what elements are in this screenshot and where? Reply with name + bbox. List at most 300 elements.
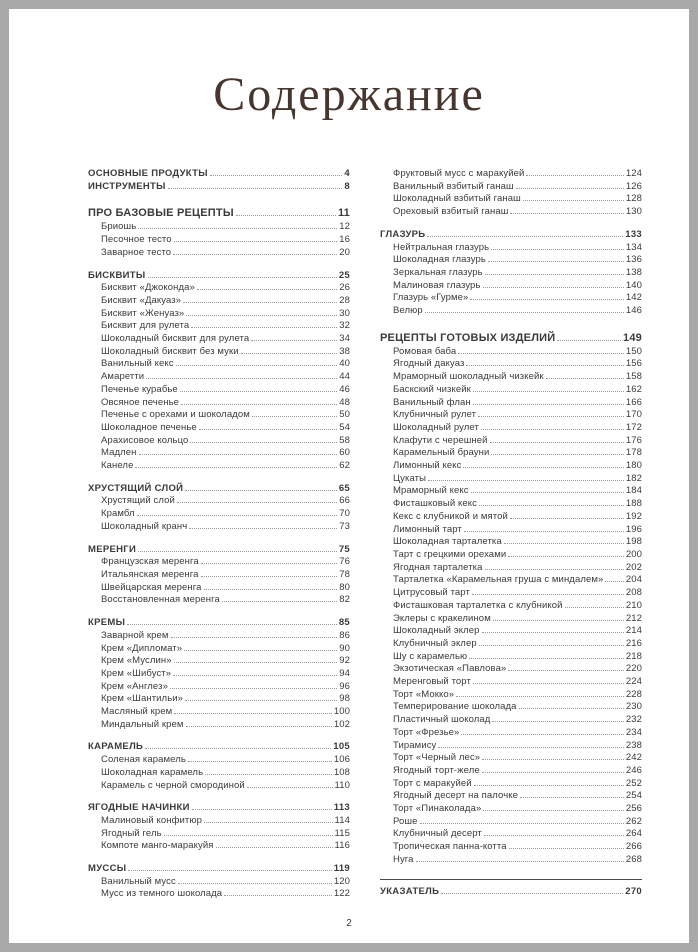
dotted-leader — [180, 390, 337, 392]
toc-entry — [380, 828, 642, 841]
toc-entry-page: 16 — [339, 234, 350, 246]
toc-section — [88, 270, 350, 473]
toc-entry-page: 92 — [339, 655, 350, 667]
toc-entry-page: 224 — [625, 676, 642, 688]
toc-entry-page: 196 — [625, 523, 642, 535]
dotted-leader — [192, 808, 332, 810]
toc-entry-label: Торт с маракуйей — [393, 777, 472, 789]
toc-entry-label: Хрустящий слой — [101, 495, 175, 507]
toc-entry-label: КРЕМЫ — [88, 617, 126, 629]
dotted-leader — [176, 364, 338, 366]
toc-entry-label: Шоколадный рулет — [393, 421, 479, 433]
toc-entry-page: 70 — [339, 508, 350, 520]
toc-entry — [380, 854, 642, 867]
toc-entry-label: Фисташковая тарталетка с клубникой — [393, 599, 563, 611]
toc-entry — [88, 422, 350, 435]
toc-entry-page: 105 — [333, 741, 350, 753]
toc-entry — [88, 767, 350, 780]
toc-entry-label: Мадлен — [101, 447, 137, 459]
toc-entry — [88, 308, 350, 321]
toc-entry — [88, 397, 350, 410]
toc-entry-label: УКАЗАТЕЛЬ — [380, 885, 440, 897]
toc-entry — [380, 803, 642, 816]
toc-entry-page: 202 — [625, 561, 642, 573]
toc-entry-label: Французская меренга — [101, 556, 199, 568]
toc-entry-page: 246 — [625, 764, 642, 776]
dotted-leader — [186, 314, 337, 316]
toc-entry-page: 116 — [334, 840, 350, 852]
toc-entry-label: Лимонный тарт — [393, 523, 462, 535]
toc-entry-label: Торт «Пинаколада» — [393, 803, 482, 815]
toc-entry-page: 85 — [338, 617, 350, 629]
toc-entry-label: Швейцарская меренга — [101, 581, 202, 593]
dotted-leader — [139, 453, 338, 455]
toc-entry-label: Роше — [393, 815, 418, 827]
dotted-leader — [416, 860, 624, 862]
toc-entry — [380, 651, 642, 664]
toc-entry — [380, 447, 642, 460]
toc-entry-label: Компоте манго-маракуйя — [101, 840, 214, 852]
toc-entry — [380, 168, 642, 181]
dotted-leader — [164, 834, 333, 836]
toc-entry-page: 65 — [338, 482, 350, 494]
toc-entry-label: Ягодная тарталетка — [393, 561, 483, 573]
toc-entry-label: Шоколадный бисквит для рулета — [101, 333, 250, 345]
toc-entry-page: 126 — [625, 180, 642, 192]
toc-entry-label: Торт «Черный лес» — [393, 752, 481, 764]
toc-entry-page: 115 — [334, 827, 350, 839]
toc-entry — [380, 625, 642, 638]
dotted-leader — [168, 187, 343, 189]
dotted-leader — [605, 580, 623, 582]
dotted-leader — [482, 758, 624, 760]
toc-entry-page: 98 — [339, 693, 350, 705]
toc-entry-page: 180 — [625, 460, 642, 472]
toc-entry — [380, 701, 642, 714]
toc-entry-label: Овсяное печенье — [101, 396, 180, 408]
toc-entry-label: Баскский чизкейк — [393, 383, 471, 395]
toc-entry-label: Шоколадный бисквит без муки — [101, 345, 239, 357]
toc-entry-label: Ягодный гель — [101, 827, 162, 839]
toc-entry-page: 76 — [339, 556, 350, 568]
toc-entry — [380, 740, 642, 753]
dotted-leader — [438, 746, 623, 748]
toc-entry-label: Кекс с клубникой и мятой — [393, 510, 508, 522]
toc-entry-label: Ванильный взбитый ганаш — [393, 180, 514, 192]
toc-entry-page: 119 — [333, 863, 350, 875]
toc-entry — [88, 655, 350, 668]
toc-entry-label: Ванильный флан — [393, 396, 471, 408]
toc-entry-label: Бриошь — [101, 221, 137, 233]
toc-entry-page: 100 — [333, 706, 350, 718]
dotted-leader — [174, 712, 332, 714]
toc-entry-label: Печенье курабье — [101, 383, 178, 395]
dotted-leader — [526, 174, 623, 176]
dotted-leader — [199, 428, 337, 430]
toc-entry-page: 58 — [339, 434, 350, 446]
toc-entry-page: 82 — [339, 594, 350, 606]
toc-heading — [88, 181, 350, 194]
toc-entry-page: 252 — [625, 777, 642, 789]
toc-entry-page: 232 — [625, 714, 642, 726]
toc-entry-label: Ягодный десерт на палочке — [393, 790, 518, 802]
dotted-leader — [483, 286, 624, 288]
toc-entry-page: 96 — [339, 680, 350, 692]
dotted-leader — [484, 834, 624, 836]
toc-section — [88, 741, 350, 792]
toc-entry-page: 25 — [338, 269, 350, 281]
toc-entry — [380, 587, 642, 600]
toc-entry-label: Шоколадный взбитый ганаш — [393, 193, 521, 205]
toc-entry-page: 156 — [625, 358, 642, 370]
toc-entry-label: Амаретти — [101, 371, 145, 383]
toc-entry — [380, 841, 642, 854]
toc-entry-label: Ореховый взбитый ганаш — [393, 206, 509, 218]
toc-entry-label: Малиновый конфитюр — [101, 814, 202, 826]
toc-entry-page: 210 — [625, 599, 642, 611]
toc-entry-page: 256 — [625, 803, 642, 815]
dotted-leader — [135, 466, 337, 468]
toc-section — [88, 544, 350, 608]
toc-entry-page: 270 — [625, 885, 642, 897]
toc-section — [88, 483, 350, 534]
toc-entry-page: 228 — [625, 688, 642, 700]
toc-entry — [88, 508, 350, 521]
toc-entry — [380, 714, 642, 727]
toc-section — [380, 879, 642, 899]
toc-entry-label: Заварное тесто — [101, 246, 172, 258]
toc-entry-page: 220 — [625, 663, 642, 675]
toc-entry — [380, 181, 642, 194]
dotted-leader — [478, 415, 624, 417]
toc-entry-page: 28 — [339, 294, 350, 306]
toc-entry-label: Клубничный десерт — [393, 828, 482, 840]
toc-entry — [88, 719, 350, 732]
toc-entry — [88, 582, 350, 595]
toc-entry-label: Клубничный эклер — [393, 637, 477, 649]
toc-entry-page: 34 — [339, 333, 350, 345]
toc-section — [88, 206, 350, 259]
toc-entry — [380, 638, 642, 651]
toc-entry-page: 86 — [339, 629, 350, 641]
toc-entry-label: Шоколадная глазурь — [393, 254, 486, 266]
toc-entry — [380, 524, 642, 537]
toc-heading — [380, 886, 642, 899]
toc-entry-label: Мраморный шоколадный чизкейк — [393, 371, 544, 383]
page-number: 2 — [346, 918, 352, 929]
toc-entry-label: Эклеры с кракелином — [393, 612, 491, 624]
dotted-leader — [464, 530, 624, 532]
toc-entry — [88, 320, 350, 333]
toc-entry-page: 150 — [625, 345, 642, 357]
toc-entry-label: ХРУСТЯЩИЙ СЛОЙ — [88, 482, 184, 494]
toc-entry-page: 30 — [339, 307, 350, 319]
toc-entry-label: Шоколадный кранч — [101, 520, 188, 532]
dotted-leader — [523, 199, 624, 201]
toc-entry-page: 114 — [334, 814, 350, 826]
toc-entry-page: 170 — [625, 409, 642, 421]
toc-entry-label: Шоколадный эклер — [393, 625, 480, 637]
toc-entry-page: 138 — [625, 266, 642, 278]
toc-section — [88, 617, 350, 731]
dotted-leader — [479, 644, 624, 646]
toc-entry — [380, 371, 642, 384]
toc-entry-page: 176 — [625, 434, 642, 446]
dotted-leader — [181, 403, 337, 405]
dotted-leader — [185, 489, 337, 491]
toc-entry-page: 46 — [339, 383, 350, 395]
dotted-leader — [428, 479, 624, 481]
toc-entry — [380, 689, 642, 702]
toc-entry — [380, 613, 642, 626]
toc-entry — [88, 460, 350, 473]
toc-entry-label: Зеркальная глазурь — [393, 266, 483, 278]
dotted-leader — [482, 771, 624, 773]
toc-entry — [380, 384, 642, 397]
dotted-leader — [519, 707, 624, 709]
dotted-leader — [461, 733, 623, 735]
toc-entry-label: Бисквит «Джоконда» — [101, 282, 195, 294]
toc-entry-page: 120 — [333, 875, 350, 887]
toc-entry-label: Пластичный шоколад — [393, 714, 491, 726]
toc-entry — [380, 600, 642, 613]
dotted-leader — [504, 542, 624, 544]
toc-heading — [88, 270, 350, 283]
toc-entry-page: 66 — [339, 495, 350, 507]
toc-entry-label: Торт «Фрезье» — [393, 726, 460, 738]
toc-column-right — [380, 168, 642, 901]
toc-heading — [380, 229, 642, 242]
toc-entry-page: 38 — [339, 345, 350, 357]
toc-entry-label: Ягодный дакуаз — [393, 358, 465, 370]
toc-entry-label: Велюр — [393, 305, 423, 317]
dotted-leader — [485, 273, 624, 275]
toc-heading — [88, 206, 350, 221]
toc-entry-label: Крем «Шибуст» — [101, 667, 172, 679]
toc-entry-label: Песочное тесто — [101, 234, 172, 246]
toc-entry-page: 108 — [333, 766, 350, 778]
toc-entry — [380, 574, 642, 587]
dotted-leader — [472, 593, 624, 595]
toc-entry-page: 48 — [339, 396, 350, 408]
dotted-leader — [491, 248, 624, 250]
toc-entry — [88, 435, 350, 448]
toc-entry-label: Бисквит для рулета — [101, 320, 190, 332]
toc-entry-page: 242 — [625, 752, 642, 764]
toc-entry — [380, 752, 642, 765]
dotted-leader — [189, 527, 337, 529]
toc-entry — [380, 460, 642, 473]
toc-entry-label: Масляный крем — [101, 706, 173, 718]
toc-entry-label: Карамель с черной смородиной — [101, 779, 245, 791]
toc-entry-page: 110 — [334, 779, 350, 791]
toc-entry-label: Печенье с орехами и шоколадом — [101, 409, 250, 421]
toc-entry-label: Меренговый торт — [393, 676, 471, 688]
toc-entry-label: МЕРЕНГИ — [88, 543, 137, 555]
toc-entry — [88, 333, 350, 346]
dotted-leader — [138, 550, 337, 552]
dotted-leader — [174, 240, 338, 242]
toc-entry — [88, 384, 350, 397]
toc-entry-label: Шоколадная карамель — [101, 766, 204, 778]
toc-entry-page: 146 — [625, 305, 642, 317]
dotted-leader — [171, 636, 338, 638]
dotted-leader — [463, 466, 623, 468]
toc-entry — [88, 840, 350, 853]
toc-entry-page: 214 — [625, 625, 642, 637]
toc-entry-page: 90 — [339, 642, 350, 654]
toc-entry — [88, 693, 350, 706]
toc-entry — [88, 358, 350, 371]
toc-entry — [380, 358, 642, 371]
toc-entry-label: Фисташковый кекс — [393, 498, 477, 510]
toc-entry-label: Мраморный кекс — [393, 485, 469, 497]
dotted-leader — [146, 377, 337, 379]
toc-entry-page: 133 — [625, 228, 642, 240]
dotted-leader — [546, 377, 624, 379]
dotted-leader — [488, 260, 624, 262]
toc-entry-label: Крем «Англез» — [101, 680, 168, 692]
dotted-leader — [183, 301, 337, 303]
toc-entry — [380, 397, 642, 410]
toc-entry-label: Клубничный рулет — [393, 409, 477, 421]
toc-entry-page: 140 — [625, 279, 642, 291]
toc-entry-label: Ванильный мусс — [101, 875, 176, 887]
dotted-leader — [222, 600, 337, 602]
dotted-leader — [216, 846, 333, 848]
toc-entry-label: Ванильный кекс — [101, 358, 174, 370]
dotted-leader — [427, 235, 623, 237]
toc-entry-page: 130 — [625, 206, 642, 218]
toc-entry-label: Арахисовое кольцо — [101, 434, 189, 446]
toc-entry-page: 80 — [339, 581, 350, 593]
dotted-leader — [458, 352, 624, 354]
toc-entry-page: 178 — [625, 447, 642, 459]
toc-entry-label: Ромовая баба — [393, 345, 457, 357]
toc-entry-label: Темперирование шоколада — [393, 701, 517, 713]
toc-entry-label: Тропическая панна-котта — [393, 841, 507, 853]
toc-entry — [88, 630, 350, 643]
toc-entry — [88, 447, 350, 460]
dotted-leader — [247, 786, 333, 788]
toc-entry-label: ПРО БАЗОВЫЕ РЕЦЕПТЫ — [88, 207, 234, 220]
toc-entry — [380, 206, 642, 219]
dotted-leader — [510, 517, 624, 519]
toc-heading — [88, 802, 350, 815]
toc-entry-page: 60 — [339, 447, 350, 459]
toc-entry-page: 142 — [625, 292, 642, 304]
dotted-leader — [201, 575, 338, 577]
dotted-leader — [471, 491, 624, 493]
toc-entry — [88, 681, 350, 694]
toc-entry — [88, 409, 350, 422]
toc-entry — [380, 790, 642, 803]
toc-entry-page: 264 — [625, 828, 642, 840]
toc-entry — [380, 778, 642, 791]
dotted-leader — [508, 555, 624, 557]
toc-entry — [88, 234, 350, 247]
toc-entry-label: Малиновая глазурь — [393, 279, 481, 291]
toc-entry-page: 198 — [625, 536, 642, 548]
toc-entry-page: 122 — [333, 888, 350, 900]
toc-entry — [380, 346, 642, 359]
dotted-leader — [493, 619, 624, 621]
toc-column-left — [88, 168, 350, 901]
toc-entry-page: 8 — [344, 180, 350, 192]
toc-entry — [88, 556, 350, 569]
toc-entry — [380, 280, 642, 293]
toc-entry-page: 200 — [625, 548, 642, 560]
dotted-leader — [191, 326, 337, 328]
toc-entry — [380, 536, 642, 549]
toc-entry-label: МУССЫ — [88, 863, 127, 875]
toc-entry-page: 234 — [625, 726, 642, 738]
toc-heading — [88, 544, 350, 557]
toc-entry — [88, 876, 350, 889]
toc-entry — [88, 668, 350, 681]
toc-entry-label: Экзотическая «Павлова» — [393, 663, 507, 675]
dotted-leader — [138, 227, 337, 229]
toc-entry-page: 216 — [625, 637, 642, 649]
toc-entry-page: 254 — [625, 790, 642, 802]
dotted-leader — [185, 699, 337, 701]
toc-entry — [380, 562, 642, 575]
toc-entry-page: 32 — [339, 320, 350, 332]
toc-entry-label: ИНСТРУМЕНТЫ — [88, 180, 166, 192]
toc-entry-page: 73 — [339, 520, 350, 532]
toc-entry — [88, 221, 350, 234]
toc-columns — [88, 168, 642, 901]
dotted-leader — [178, 882, 332, 884]
toc-entry — [380, 765, 642, 778]
toc-heading — [88, 863, 350, 876]
toc-section — [380, 229, 642, 318]
toc-entry-label: Лимонный кекс — [393, 460, 462, 472]
dotted-leader — [173, 253, 337, 255]
toc-entry — [88, 346, 350, 359]
toc-entry-label: Соленая карамель — [101, 754, 186, 766]
toc-entry-label: Крем «Дипломат» — [101, 642, 183, 654]
toc-entry-page: 62 — [339, 460, 350, 472]
dotted-leader — [466, 364, 623, 366]
dotted-leader — [184, 649, 337, 651]
dotted-leader — [516, 187, 624, 189]
toc-section — [380, 331, 642, 867]
toc-entry-label: Крамбл — [101, 508, 135, 520]
toc-entry-page: 184 — [625, 485, 642, 497]
toc-heading — [88, 483, 350, 496]
dotted-leader — [485, 568, 624, 570]
dotted-leader — [251, 339, 337, 341]
toc-entry-page: 208 — [625, 587, 642, 599]
toc-entry-label: Миндальный крем — [101, 718, 184, 730]
toc-entry — [88, 888, 350, 901]
toc-entry-label: Крем «Шантильи» — [101, 693, 184, 705]
toc-entry-label: Шу с карамелью — [393, 650, 468, 662]
toc-entry-page: 158 — [625, 371, 642, 383]
dotted-leader — [186, 725, 332, 727]
dotted-leader — [241, 352, 338, 354]
dotted-leader — [224, 894, 332, 896]
dotted-leader — [508, 669, 623, 671]
toc-entry-page: 113 — [333, 802, 350, 814]
toc-entry — [380, 816, 642, 829]
toc-entry-label: Мусс из темного шоколада — [101, 888, 223, 900]
toc-entry-label: Канеле — [101, 460, 134, 472]
toc-entry — [380, 727, 642, 740]
toc-entry-page: 124 — [625, 168, 642, 179]
toc-entry — [380, 511, 642, 524]
